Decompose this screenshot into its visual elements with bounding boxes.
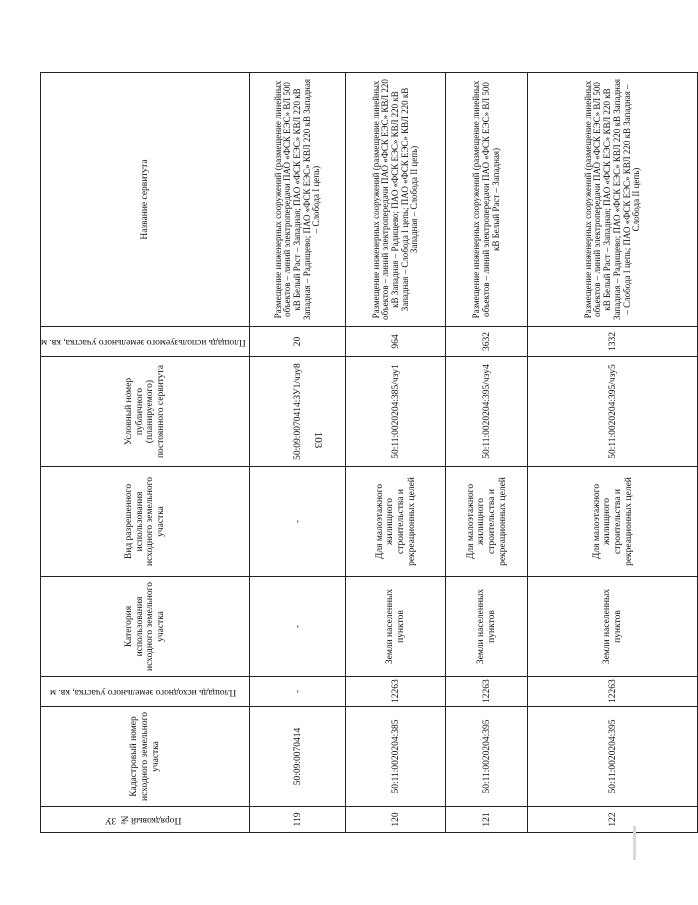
cell-num: 121 — [446, 807, 528, 833]
cell-num: 120 — [346, 807, 446, 833]
header-area-used: Площадь используемого земельного участка, кв. м — [41, 327, 250, 357]
cell-category: Земли населенных пунктов — [528, 577, 698, 677]
cell-cad-src: 50:11:0020204:395 — [528, 707, 698, 807]
header-num: Порядковый № ЗУ — [41, 807, 250, 833]
cell-category: Земли населенных пунктов — [446, 577, 528, 677]
header-permitted-use: Вид разрешенного использования исходного земельного участка — [41, 467, 250, 577]
cell-area-used: 964 — [346, 327, 446, 357]
cell-area-src: - — [250, 677, 346, 707]
table-row — [346, 73, 446, 833]
table-row — [528, 73, 698, 833]
cell-permitted-use: Для малоэтажного жилищного строительства и рекреационных целей — [446, 467, 528, 577]
cell-cad-src: 50:11:0020204:385 — [346, 707, 446, 807]
cell-permitted-use: Для малоэтажного жилищного строительства и рекреационных целей — [528, 467, 698, 577]
cell-servitude: Размещение инженерных сооружений (размещение линейных объектов – линий электропередачи ПАО «ФСК ЕЭС» КВЛ 220 кВ Западная – Радищево; ПАО «ФСК ЕЭС» КВЛ 220 кВ Западная – Слобода I цепь; ПАО «ФСК ЕЭС» КВЛ 220 кВ Западная – Слобода II цепь) — [346, 73, 446, 327]
cell-area-used: 20 — [250, 327, 346, 357]
cell-servitude: Размещение инженерных сооружений (размещение линейных объектов – линий электропередачи ПАО «ФСК ЕЭС» ВЛ 500 кВ Белый Раст – Западная; ПАО «ФСК ЕЭС» КВЛ 220 кВ Западная – Радищево; ПАО «ФСК ЕЭС» КВЛ 220 кВ Западная – Слобода I цепь; ПАО «ФСК ЕЭС» КВЛ 220 кВ Западная – Слобода II цепь) — [528, 73, 698, 327]
cell-cond-num: 50:11:0020204:395/чзу5 — [528, 357, 698, 467]
cell-permitted-use: Для малоэтажного жилищного строительства и рекреационных целей — [346, 467, 446, 577]
header-category: Категория использования исходного земельного участка — [41, 577, 250, 677]
cell-cad-src: 50:09:0070414 — [250, 707, 346, 807]
cell-area-src: 12263 — [446, 677, 528, 707]
cell-category: Земли населенных пунктов — [346, 577, 446, 677]
rotated-table-container — [40, 73, 642, 833]
cell-area-used: 1332 — [528, 327, 698, 357]
cell-permitted-use: - — [250, 467, 346, 577]
header-cad-src: Кадастровый номер исходного земельного участка — [41, 707, 250, 807]
cell-cad-src: 50:11:0020204:395 — [446, 707, 528, 807]
header-servitude: Название сервитута — [41, 73, 250, 327]
cell-area-used: 3632 — [446, 327, 528, 357]
header-cond-num: Условный номер публичного (планируемого) постоянного сервитута — [41, 357, 250, 467]
cell-cond-num: 50:11:0020204:385/чзу1 — [346, 357, 446, 467]
servitude-table — [40, 72, 698, 833]
header-area-src: Площадь исходного земельного участка, кв. м — [41, 677, 250, 707]
cell-servitude: Размещение инженерных сооружений (размещение линейных объектов – линий электропередачи ПАО «ФСК ЕЭС» ВЛ 500 кВ Белый Раст – Западная; ПАО «ФСК ЕЭС» КВЛ 220 кВ Западная – Радищево; ПАО «ФСК ЕЭС» КВЛ 220 кВ Западная – Слобода I цепь) — [250, 73, 346, 327]
cell-category: - — [250, 577, 346, 677]
scan-edge-mark — [633, 826, 636, 860]
cell-num: 119 — [250, 807, 346, 833]
cell-servitude: Размещение инженерных сооружений (размещение линейных объектов – линий электропередачи ПАО «ФСК ЕЭС» ВЛ 500 кВ Белый Раст – Западная) — [446, 73, 528, 327]
table-row — [446, 73, 528, 833]
cell-cond-num: 50:11:0020204:395/чзу4 — [446, 357, 528, 467]
table-header-row — [41, 73, 250, 833]
cell-area-src: 12263 — [528, 677, 698, 707]
cell-cond-num: 50:09:0070414:ЗУ1/чзу8 — [250, 357, 346, 467]
cell-num: 122 — [528, 807, 698, 833]
cell-area-src: 12263 — [346, 677, 446, 707]
page-number: 103 — [312, 431, 324, 449]
table-row — [250, 73, 346, 833]
